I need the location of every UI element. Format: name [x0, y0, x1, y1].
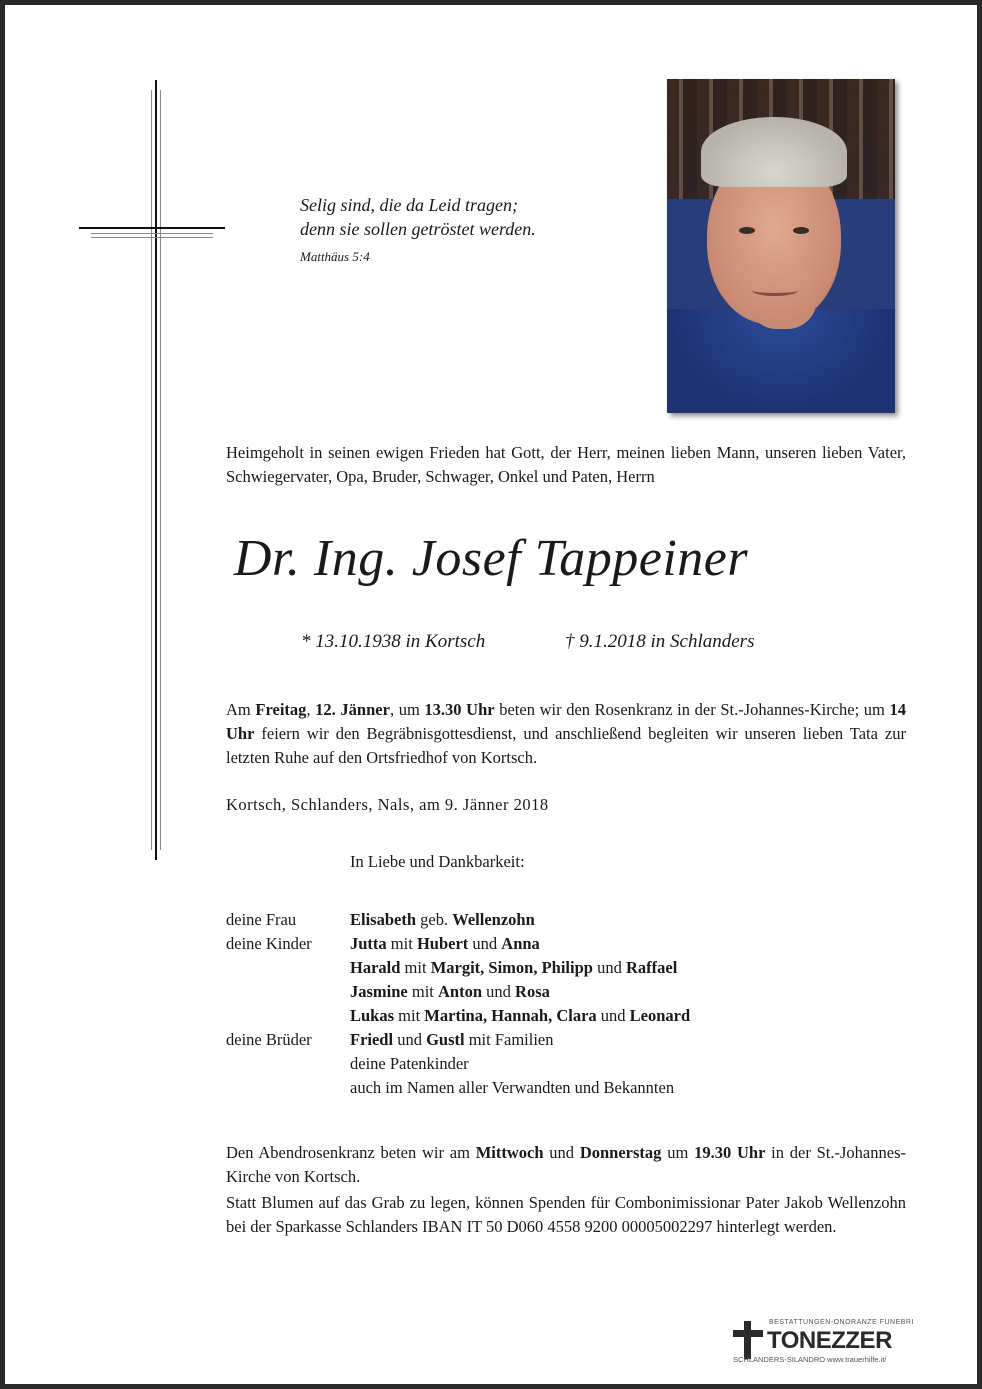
ceremony-text: Am Freitag, 12. Jänner, um 13.30 Uhr beten wir den Rosenkranz in der St.-Johannes-Kirche; um 14 Uhr feiern wir den Begräbnisgottesdienst, und anschließend begleiten wir unseren lieben Tata zur letzten Ruhe auf den Ortsfriedhof von Kortsch.: [226, 700, 907, 767]
place-date: Kortsch, Schlanders, Nals, am 9. Jänner 2018: [226, 795, 549, 814]
deceased-name: Dr. Ing. Josef Tappeiner: [233, 530, 749, 587]
thanks-line: In Liebe und Dankbarkeit:: [350, 852, 525, 871]
family-row-children-2: Harald mit Margit, Simon, Philipp und Raffael: [350, 958, 678, 977]
portrait-photo: [667, 79, 895, 413]
family-list: [226, 908, 926, 1100]
intro-text: Heimgeholt in seinen ewigen Frieden hat Gott, der Herr, meinen lieben Mann, unseren lieben Vater, Schwiegervater, Opa, Bruder, Schwager, Onkel und Paten, Herrn: [226, 443, 906, 486]
family-row-children-4: Lukas mit Martina, Hannah, Clara und Leonard: [350, 1006, 691, 1025]
logo-brand: TONEZZER: [767, 1327, 892, 1354]
logo-cross-icon: [733, 1321, 763, 1359]
logo-footer: SCHLANDERS-SILANDRO www.trauerhilfe.it/: [733, 1355, 887, 1364]
quote-line-2: denn sie sollen getröstet werden.: [300, 219, 536, 239]
donation-text: Statt Blumen auf das Grab zu legen, können Spenden für Combonimissionar Pater Jakob Wellenzohn bei der Sparkasse Schlanders IBAN IT 50 D060 4558 9200 00005002297 hinterlegt werden.: [226, 1193, 906, 1236]
logo-subtitle: BESTATTUNGEN-ONORANZE FUNEBRI: [769, 1319, 914, 1326]
quote-reference: Matthäus 5:4: [300, 249, 370, 264]
cross-bar: [79, 225, 225, 239]
family-row-children-3: Jasmine mit Anton und Rosa: [350, 982, 550, 1001]
family-row-children-1: deine Kinder Jutta mit Hubert und Anna: [226, 934, 540, 953]
birth-date: * 13.10.1938 in Kortsch: [301, 631, 486, 652]
cross-icon: [151, 80, 161, 860]
obituary-page: [5, 5, 977, 1384]
evening-rosary-text: Den Abendrosenkranz beten wir am Mittwoch und Donnerstag um 19.30 Uhr in der St.-Johannes-Kirche von Kortsch.: [226, 1143, 906, 1186]
funeral-home-logo: [733, 1317, 923, 1363]
family-row-godchildren: deine Patenkinder: [350, 1054, 469, 1073]
family-row-relatives: auch im Namen aller Verwandten und Bekannten: [350, 1078, 675, 1097]
bible-quote: [300, 193, 536, 241]
death-date: † 9.1.2018 in Schlanders: [565, 631, 755, 652]
family-row-brothers: deine Brüder Friedl und Gustl mit Familien: [226, 1030, 554, 1049]
quote-line-1: Selig sind, die da Leid tragen;: [300, 195, 518, 215]
family-row-wife: deine Frau Elisabeth geb. Wellenzohn: [226, 910, 535, 929]
